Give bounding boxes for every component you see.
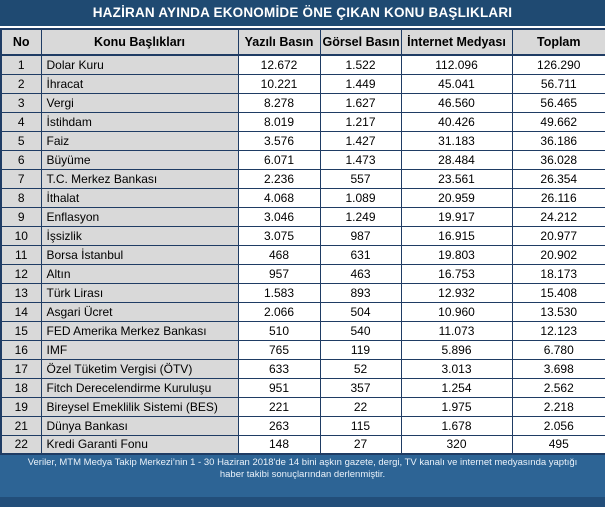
cell-visual: 540: [320, 321, 401, 340]
cell-print: 1.583: [238, 283, 320, 302]
cell-visual: 557: [320, 169, 401, 188]
table-row: [1, 264, 605, 283]
cell-no: 8: [1, 188, 41, 207]
cell-print: 8.019: [238, 112, 320, 131]
cell-topic: Fitch Derecelendirme Kuruluşu: [41, 378, 238, 397]
cell-internet: 320: [401, 435, 512, 454]
cell-print: 765: [238, 340, 320, 359]
header-row: [1, 29, 605, 55]
column-header-no: No: [1, 29, 41, 55]
table-row: [1, 74, 605, 93]
table-body: [1, 55, 605, 454]
cell-total: 495: [512, 435, 605, 454]
cell-internet: 112.096: [401, 55, 512, 74]
cell-topic: FED Amerika Merkez Bankası: [41, 321, 238, 340]
cell-print: 148: [238, 435, 320, 454]
cell-print: 3.046: [238, 207, 320, 226]
cell-visual: 1.249: [320, 207, 401, 226]
cell-topic: İthalat: [41, 188, 238, 207]
cell-total: 126.290: [512, 55, 605, 74]
cell-no: 9: [1, 207, 41, 226]
cell-print: 12.672: [238, 55, 320, 74]
cell-topic: İşsizlik: [41, 226, 238, 245]
cell-internet: 46.560: [401, 93, 512, 112]
cell-internet: 19.917: [401, 207, 512, 226]
table-row: [1, 359, 605, 378]
cell-total: 2.056: [512, 416, 605, 435]
cell-total: 26.116: [512, 188, 605, 207]
table-row: [1, 302, 605, 321]
page-title: HAZİRAN AYINDA EKONOMİDE ÖNE ÇIKAN KONU BAŞLIKLARI: [0, 0, 605, 26]
cell-visual: 893: [320, 283, 401, 302]
cell-total: 2.562: [512, 378, 605, 397]
cell-print: 957: [238, 264, 320, 283]
column-header-print: Yazılı Basın: [238, 29, 320, 55]
cell-topic: Altın: [41, 264, 238, 283]
table-row: [1, 55, 605, 74]
table-row: [1, 245, 605, 264]
cell-visual: 1.627: [320, 93, 401, 112]
cell-no: 15: [1, 321, 41, 340]
cell-print: 633: [238, 359, 320, 378]
cell-print: 951: [238, 378, 320, 397]
cell-internet: 45.041: [401, 74, 512, 93]
cell-print: 510: [238, 321, 320, 340]
cell-topic: T.C. Merkez Bankası: [41, 169, 238, 188]
table-row: [1, 207, 605, 226]
footer-strip: [0, 497, 605, 507]
column-header-visual: Görsel Basın: [320, 29, 401, 55]
cell-internet: 1.254: [401, 378, 512, 397]
cell-topic: Dolar Kuru: [41, 55, 238, 74]
cell-print: 10.221: [238, 74, 320, 93]
cell-topic: Özel Tüketim Vergisi (ÖTV): [41, 359, 238, 378]
cell-internet: 31.183: [401, 131, 512, 150]
cell-no: 11: [1, 245, 41, 264]
cell-internet: 12.932: [401, 283, 512, 302]
cell-internet: 11.073: [401, 321, 512, 340]
table-row: [1, 131, 605, 150]
cell-topic: Bireysel Emeklilik Sistemi (BES): [41, 397, 238, 416]
cell-total: 12.123: [512, 321, 605, 340]
cell-print: 8.278: [238, 93, 320, 112]
topics-table: [0, 28, 605, 455]
cell-total: 18.173: [512, 264, 605, 283]
table-row: [1, 321, 605, 340]
cell-total: 36.028: [512, 150, 605, 169]
source-note-line2: haber takibi sonuçlarından derlenmiştir.: [219, 469, 386, 481]
cell-visual: 1.089: [320, 188, 401, 207]
cell-no: 3: [1, 93, 41, 112]
cell-print: 221: [238, 397, 320, 416]
cell-no: 1: [1, 55, 41, 74]
table-row: [1, 340, 605, 359]
column-header-total: Toplam: [512, 29, 605, 55]
cell-print: 263: [238, 416, 320, 435]
table-row: [1, 283, 605, 302]
cell-visual: 1.427: [320, 131, 401, 150]
cell-print: 2.066: [238, 302, 320, 321]
cell-visual: 987: [320, 226, 401, 245]
cell-internet: 3.013: [401, 359, 512, 378]
cell-total: 2.218: [512, 397, 605, 416]
cell-visual: 1.449: [320, 74, 401, 93]
cell-total: 6.780: [512, 340, 605, 359]
cell-topic: İhracat: [41, 74, 238, 93]
source-note-line1: Veriler, MTM Medya Takip Merkezi’nin 1 - 30 Haziran 2018'de 14 bini aşkın gazete, dergi, TV kanalı ve internet medyasında yaptığı: [27, 457, 578, 468]
cell-total: 56.465: [512, 93, 605, 112]
cell-no: 2: [1, 74, 41, 93]
cell-internet: 16.915: [401, 226, 512, 245]
cell-visual: 52: [320, 359, 401, 378]
cell-topic: İstihdam: [41, 112, 238, 131]
cell-internet: 10.960: [401, 302, 512, 321]
cell-topic: Enflasyon: [41, 207, 238, 226]
cell-visual: 27: [320, 435, 401, 454]
cell-no: 21: [1, 416, 41, 435]
cell-total: 36.186: [512, 131, 605, 150]
table-row: [1, 378, 605, 397]
cell-internet: 1.975: [401, 397, 512, 416]
cell-topic: Türk Lirası: [41, 283, 238, 302]
cell-internet: 28.484: [401, 150, 512, 169]
cell-no: 5: [1, 131, 41, 150]
cell-print: 6.071: [238, 150, 320, 169]
cell-no: 13: [1, 283, 41, 302]
cell-visual: 119: [320, 340, 401, 359]
cell-print: 468: [238, 245, 320, 264]
table-row: [1, 226, 605, 245]
table-row: [1, 150, 605, 169]
cell-internet: 20.959: [401, 188, 512, 207]
column-header-internet: İnternet Medyası: [401, 29, 512, 55]
cell-no: 10: [1, 226, 41, 245]
cell-topic: Vergi: [41, 93, 238, 112]
table-row: [1, 169, 605, 188]
table-row: [1, 397, 605, 416]
cell-topic: Büyüme: [41, 150, 238, 169]
cell-print: 3.576: [238, 131, 320, 150]
cell-internet: 23.561: [401, 169, 512, 188]
table-row: [1, 112, 605, 131]
cell-internet: 16.753: [401, 264, 512, 283]
cell-total: 24.212: [512, 207, 605, 226]
cell-topic: Kredi Garanti Fonu: [41, 435, 238, 454]
table-row: [1, 416, 605, 435]
cell-total: 15.408: [512, 283, 605, 302]
cell-no: 19: [1, 397, 41, 416]
cell-topic: Faiz: [41, 131, 238, 150]
cell-print: 2.236: [238, 169, 320, 188]
cell-total: 3.698: [512, 359, 605, 378]
cell-print: 4.068: [238, 188, 320, 207]
cell-print: 3.075: [238, 226, 320, 245]
cell-total: 26.354: [512, 169, 605, 188]
cell-visual: 463: [320, 264, 401, 283]
cell-topic: Borsa İstanbul: [41, 245, 238, 264]
cell-total: 49.662: [512, 112, 605, 131]
cell-topic: IMF: [41, 340, 238, 359]
cell-total: 20.977: [512, 226, 605, 245]
cell-no: 18: [1, 378, 41, 397]
cell-visual: 357: [320, 378, 401, 397]
cell-total: 56.711: [512, 74, 605, 93]
table-row: [1, 435, 605, 454]
cell-no: 12: [1, 264, 41, 283]
cell-no: 14: [1, 302, 41, 321]
cell-total: 20.902: [512, 245, 605, 264]
cell-visual: 1.522: [320, 55, 401, 74]
cell-visual: 631: [320, 245, 401, 264]
cell-internet: 5.896: [401, 340, 512, 359]
cell-no: 6: [1, 150, 41, 169]
cell-topic: Asgari Ücret: [41, 302, 238, 321]
cell-total: 13.530: [512, 302, 605, 321]
cell-no: 7: [1, 169, 41, 188]
cell-no: 4: [1, 112, 41, 131]
cell-no: 16: [1, 340, 41, 359]
table-row: [1, 188, 605, 207]
cell-internet: 1.678: [401, 416, 512, 435]
cell-topic: Dünya Bankası: [41, 416, 238, 435]
cell-no: 17: [1, 359, 41, 378]
table-row: [1, 93, 605, 112]
cell-visual: 504: [320, 302, 401, 321]
cell-internet: 19.803: [401, 245, 512, 264]
table-header: [1, 29, 605, 55]
cell-visual: 115: [320, 416, 401, 435]
source-note: [0, 455, 605, 482]
column-header-topic: Konu Başlıkları: [41, 29, 238, 55]
cell-visual: 1.217: [320, 112, 401, 131]
cell-visual: 22: [320, 397, 401, 416]
footer: [0, 455, 605, 507]
cell-visual: 1.473: [320, 150, 401, 169]
cell-no: 22: [1, 435, 41, 454]
cell-internet: 40.426: [401, 112, 512, 131]
